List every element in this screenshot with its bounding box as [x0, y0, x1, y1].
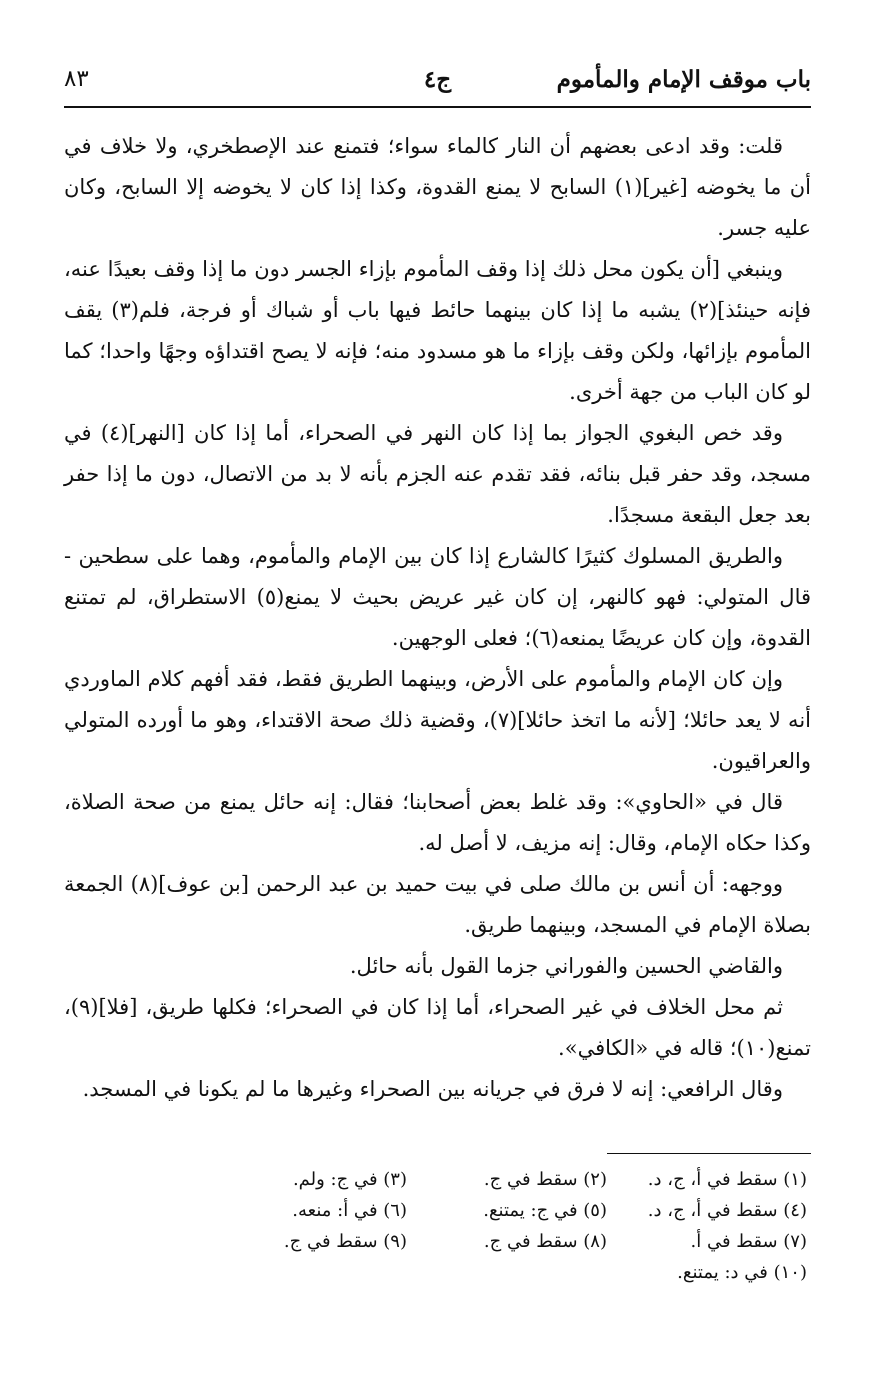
footnote: (٤) سقط في أ، ج، د.	[647, 1200, 807, 1221]
footnotes	[207, 1164, 807, 1288]
volume-label: ج٤	[423, 66, 452, 93]
footnote: (٢) سقط في ج.	[483, 1169, 607, 1190]
footnote: (٥) في ج: يمتنع.	[483, 1200, 607, 1221]
paragraph: وينبغي [أن يكون محل ذلك إذا وقف المأموم بإزاء الجسر دون ما إذا وقف بعيدًا عنه، فإنه حينئذ](٢) يشبه ما إذا كان بينهما حائط فيها باب أو شباك أو فرجة، فلم(٣) يقف المأموم بإزائها، ولكن وقف بإزاء ما هو مسدود منه؛ فإنه لا يصح اقتداؤه وجهًا واحدا؛ كما لو كان الباب من جهة أخرى.	[64, 257, 811, 404]
page-number: ٨٣	[64, 66, 89, 92]
footnote: (٦) في أ: منعه.	[292, 1200, 407, 1221]
paragraph: ووجهه: أن أنس بن مالك صلى في بيت حميد بن عبد الرحمن [بن عوف](٨) الجمعة بصلاة الإمام في المسجد، وبينهما طريق.	[64, 872, 811, 937]
paragraph: ثم محل الخلاف في غير الصحراء، أما إذا كان في الصحراء؛ فكلها طريق، [فلا](٩)، تمنع(١٠)؛ قاله في «الكافي».	[64, 995, 811, 1060]
running-header	[64, 60, 811, 108]
footnote: (٣) في ج: ولم.	[292, 1169, 407, 1190]
footnote: (٩) سقط في ج.	[283, 1231, 407, 1252]
footnote-separator	[607, 1153, 811, 1154]
footnote: (٨) سقط في ج.	[483, 1231, 607, 1252]
paragraph: وقد خص البغوي الجواز بما إذا كان النهر في الصحراء، أما إذا كان [النهر](٤) في مسجد، وقد حفر قبل بنائه، فقد تقدم عنه الجزم بأنه لا بد من الاتصال، دون ما إذا حفر بعد جعل البقعة مسجدًا.	[64, 421, 811, 527]
footnote: (١٠) في د: يمتنع.	[677, 1262, 807, 1283]
paragraph: قلت: وقد ادعى بعضهم أن النار كالماء سواء؛ فتمنع عند الإصطخري، ولا خلاف في أن ما يخوضه [غير](١) السابح لا يمنع القدوة، وكذا إذا كان لا يخوضه إلا السابح، وكان عليه جسر.	[64, 134, 811, 240]
footnote-row	[207, 1257, 807, 1288]
footnote: (١) سقط في أ، ج، د.	[647, 1169, 807, 1190]
paragraph: وقال الرافعي: إنه لا فرق في جريانه بين الصحراء وغيرها ما لم يكونا في المسجد.	[82, 1077, 783, 1101]
footnote: (٧) سقط في أ.	[690, 1231, 807, 1252]
paragraph: قال في «الحاوي»: وقد غلط بعض أصحابنا؛ فقال: إنه حائل يمنع من صحة الصلاة، وكذا حكاه الإمام، وقال: إنه مزيف، لا أصل له.	[64, 790, 811, 855]
paragraph: وإن كان الإمام والمأموم على الأرض، وبينهما الطريق فقط، فقد أفهم كلام الماوردي أنه لا يعد حائلا؛ [لأنه ما اتخذ حائلا](٧)، وقضية ذلك صحة الاقتداء، وهو ما أورده المتولي والعراقيون.	[64, 667, 811, 773]
chapter-title: باب موقف الإمام والمأموم	[556, 66, 811, 93]
main-text	[64, 126, 811, 1110]
footnote-row	[207, 1164, 807, 1195]
footnote-row	[207, 1226, 807, 1257]
footnote-row	[207, 1195, 807, 1226]
paragraph: والطريق المسلوك كثيرًا كالشارع إذا كان بين الإمام والمأموم، وهما على سطحين - قال المتولي: فهو كالنهر، إن كان غير عريض بحيث لا يمنع(٥) الاستطراق، لم تمتنع القدوة، وإن كان عريضًا يمنعه(٦)؛ فعلى الوجهين.	[64, 544, 812, 650]
paragraph: والقاضي الحسين والفوراني جزما القول بأنه حائل.	[349, 954, 783, 978]
